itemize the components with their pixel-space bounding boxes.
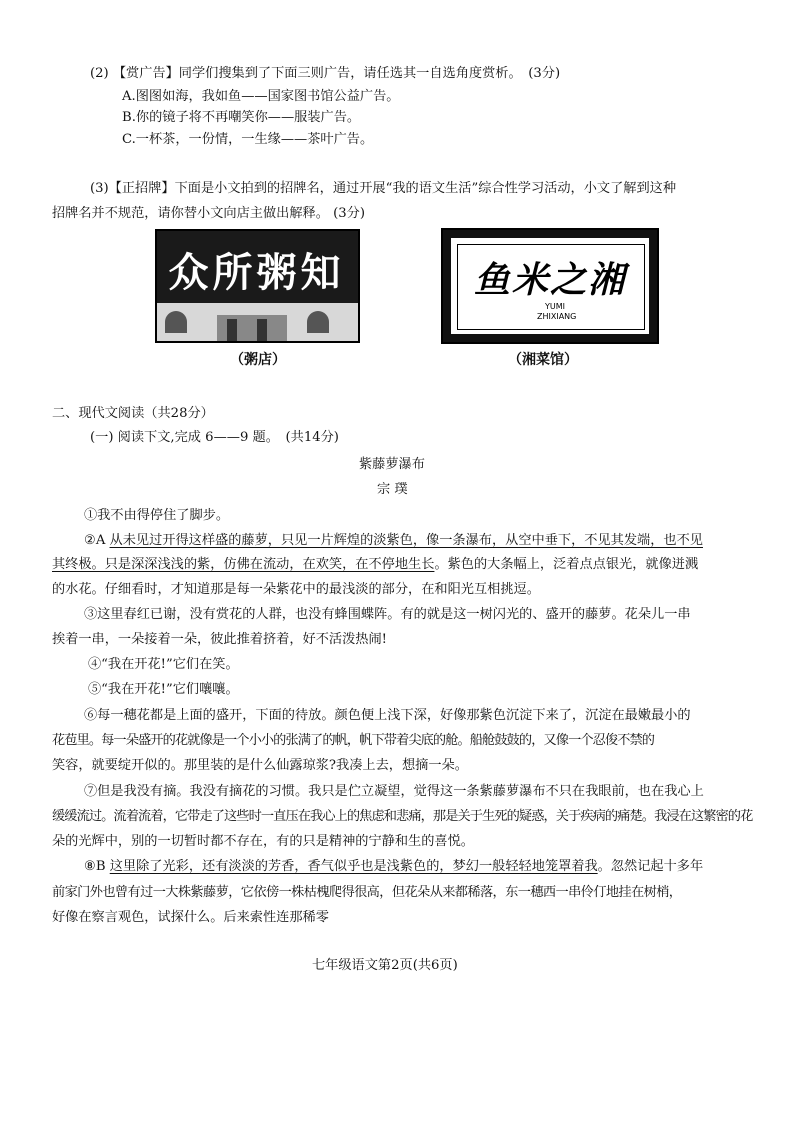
q3-line-1: (3)【正招牌】下面是小文拍到的招牌名，通过开展“我的语文生活”综合性学习活动，小文了解到这种 [90, 181, 677, 196]
q2-option-c: C.一杯茶，一份情，一生缘——茶叶广告。 [122, 132, 374, 147]
sign-hunan-text: 鱼米之湘 [473, 259, 626, 301]
sign-porridge-caption: （粥店） [230, 352, 286, 368]
paragraph-8-line-3: 好像在察言观色，试探什么。后来索性连那稀零 [52, 910, 329, 925]
sign-porridge-shop-photo [155, 229, 360, 343]
sign-hunan-caption: （湘菜馆） [508, 352, 578, 368]
paragraph-8-line-2: 前家门外也曾有过一大株紫藤萝，它依傍一株枯槐爬得很高，但花朵从来都稀落，东一穗西一串伶仃地挂在树梢， [52, 885, 682, 900]
paragraph-8-line-1: ⑧B 这里除了光彩，还有淡淡的芳香，香气似乎也是浅紫色的，梦幻一般轻轻地笼罩着我。忽然记起十多年 [84, 859, 704, 874]
paragraph-2-line-3: 的水花。仔细看时，才知道那是每一朵紫花中的最浅淡的部分，在和阳光互相挑逗。 [52, 582, 540, 597]
sign-hunan-restaurant-photo [441, 228, 659, 344]
underlined-sentence-a: 从未见过开得这样盛的藤萝，只见一片辉煌的淡紫色，像一条瀑布，从空中垂下，不见其发端，也不见 [109, 533, 703, 548]
sign-hunan-pinyin-2: ZHIXIANG [537, 312, 577, 321]
sign-porridge-text: 众所粥知 [168, 250, 345, 296]
paragraph-7-line-1: ⑦但是我没有摘。我没有摘花的习惯。我只是伫立凝望，觉得这一条紫藤萝瀑布不只在我眼前，也在我心上 [84, 784, 704, 799]
passage-author: 宗 璞 [377, 482, 408, 497]
section-heading: 二、现代文阅读（共28分） [52, 406, 214, 421]
paragraph-6-line-2: 花苞里。每一朵盛开的花就像是一个小小的张满了的帆，帆下带着尖底的舱。船舱鼓鼓的，又像一个忍俊不禁的 [52, 733, 655, 748]
q3-line-2: 招牌名并不规范，请你替小文向店主做出解释。 (3分) [52, 206, 365, 221]
paragraph-3-line-2: 挨着一串，一朵接着一朵，彼此推着挤着，好不活泼热闹! [52, 632, 387, 647]
underlined-sentence-b: 这里除了光彩，还有淡淡的芳香，香气似乎也是浅紫色的，梦幻一般轻轻地笼罩着我 [109, 859, 598, 874]
passage-title: 紫藤萝瀑布 [359, 457, 425, 472]
paragraph-4: ④“我在开花!”它们在笑。 [88, 657, 239, 672]
underlined-sentence-a-cont: 其终极。只是深深浅浅的紫，仿佛在流动，在欢笑，在不停地生长 [52, 557, 435, 572]
page-footer: 七年级语文第2页(共6页) [312, 958, 458, 973]
paragraph-7-line-3: 朵的光辉中，别的一切暂时都不存在，有的只是精神的宁静和生的喜悦。 [52, 834, 474, 849]
paragraph-2-line-2: 其终极。只是深深浅浅的紫，仿佛在流动，在欢笑，在不停地生长。紫色的大条幅上，泛着点点银光，就像迸溅 [52, 557, 699, 572]
paragraph-7-line-2: 缓缓流过。流着流着，它带走了这些时一直压在我心上的焦虑和悲痛，那是关于生死的疑惑，关于疾病的痛楚。我浸在这繁密的花 [52, 809, 753, 824]
paragraph-6-line-1: ⑥每一穗花都是上面的盛开，下面的待放。颜色便上浅下深，好像那紫色沉淀下来了，沉淀在最嫩最小的 [84, 708, 691, 723]
paragraph-3-line-1: ③这里春红已谢，没有赏花的人群，也没有蜂围蝶阵。有的就是这一树闪光的、盛开的藤萝。花朵儿一串 [84, 607, 691, 622]
paragraph-5: ⑤“我在开花!”它们嚷嚷。 [88, 682, 239, 697]
sign-hunan-pinyin-1: YUMI [545, 302, 566, 311]
paragraph-1: ①我不由得停住了脚步。 [84, 508, 230, 523]
section-subheading: (一) 阅读下文,完成 6——9 题。 (共14分) [90, 430, 339, 445]
paragraph-2-line-1: ②A 从未见过开得这样盛的藤萝，只见一片辉煌的淡紫色，像一条瀑布，从空中垂下，不见其发端，也不见 [84, 533, 703, 548]
q2-prompt: (2) 【赏广告】同学们搜集到了下面三则广告，请任选其一自选角度赏析。 (3分) [90, 66, 561, 81]
q2-option-a: A.图图如海，我如鱼——国家图书馆公益广告。 [122, 89, 400, 104]
paragraph-6-line-3: 笑容，就要绽开似的。那里装的是什么仙露琼浆?我凑上去，想摘一朵。 [52, 758, 468, 773]
q2-option-b: B.你的镜子将不再嘲笑你——服装广告。 [122, 110, 361, 125]
